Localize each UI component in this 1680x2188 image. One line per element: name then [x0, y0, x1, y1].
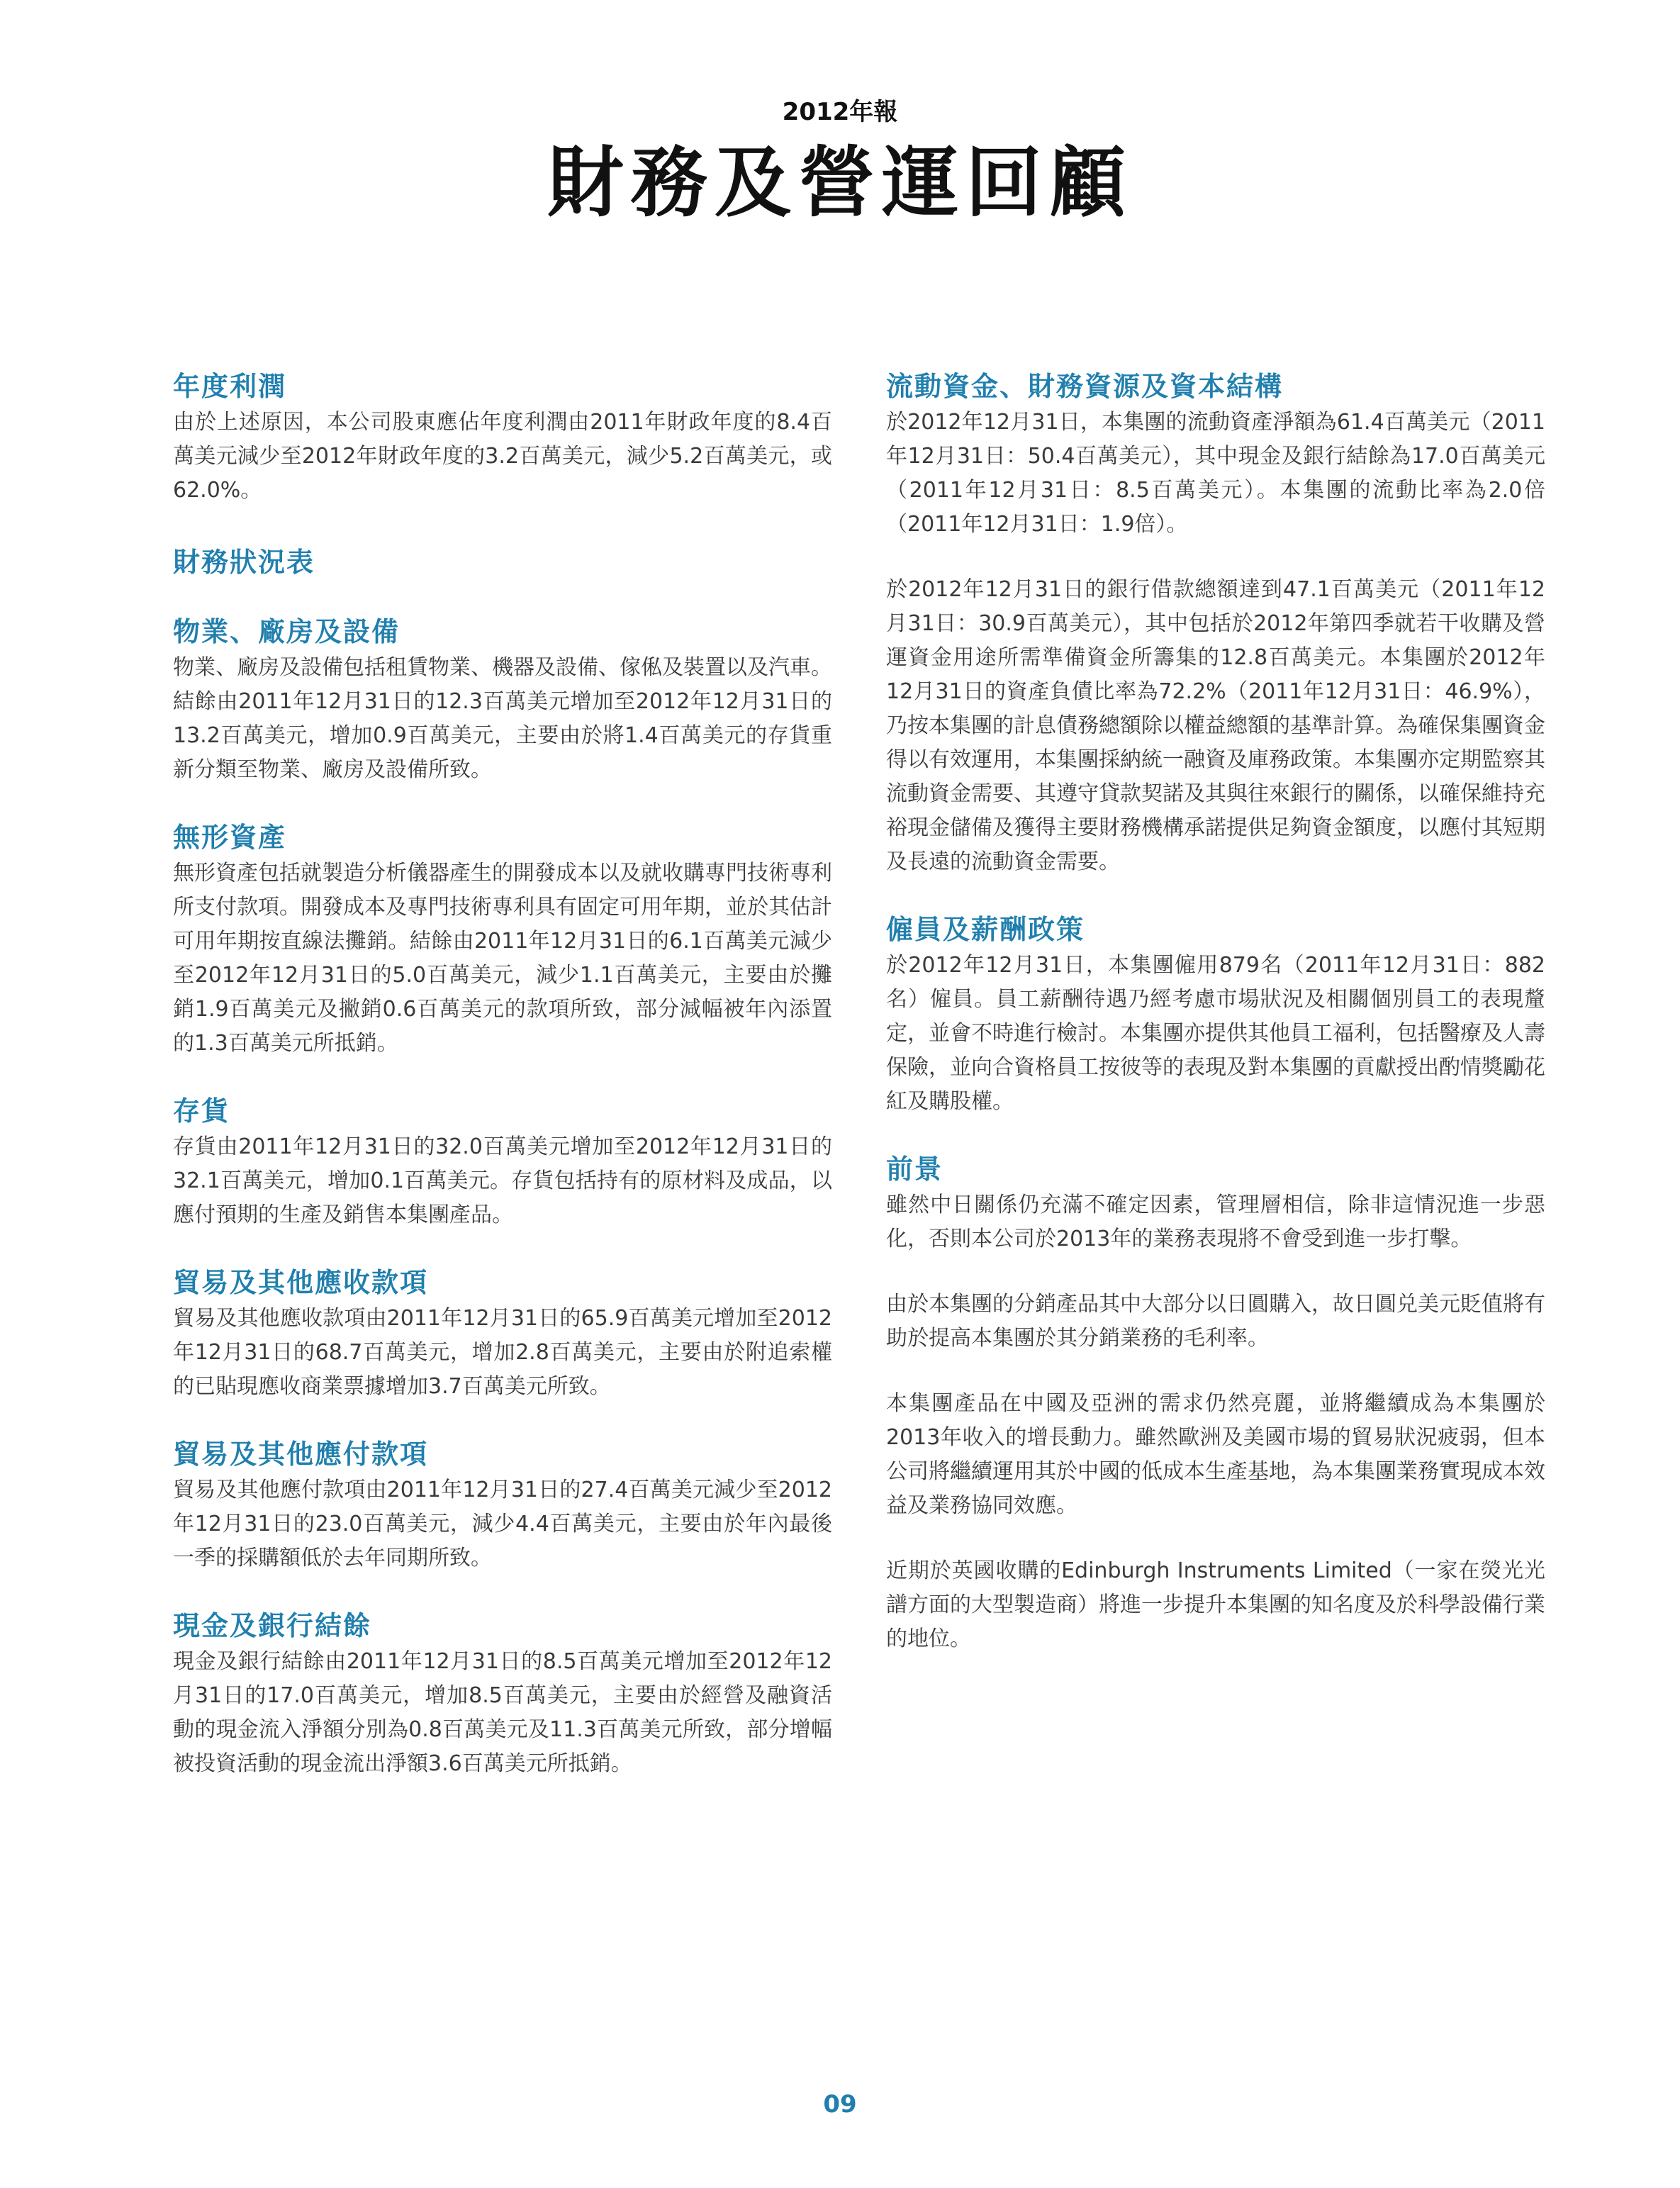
heading-annual-profit: 年度利潤 — [173, 371, 287, 402]
para-cash: 現金及銀行結餘由2011年12月31日的8.5百萬美元增加至2012年12月31日的17.0百萬美元，增加8.5百萬美元，主要由於經營及融資活動的現金流入淨額分別為0.8百萬美元及11.3百萬美元所致，部分增幅被投資活動的現金流出淨額3.6百萬美元所抵銷。 — [173, 1649, 832, 1776]
section-ppe — [173, 613, 832, 787]
left-column — [173, 367, 832, 1781]
section-prospects — [886, 1150, 1545, 1656]
para-prospects-2: 由於本集團的分銷產品其中大部分以日圓購入，故日圓兑美元貶值將有助於提高本集團於其分銷業務的毛利率。 — [886, 1292, 1545, 1351]
para-annual-profit: 由於上述原因，本公司股東應佔年度利潤由2011年財政年度的8.4百萬美元減少至2012年財政年度的3.2百萬美元，減少5.2百萬美元，或62.0%。 — [173, 410, 832, 503]
para-prospects-3: 本集團產品在中國及亞洲的需求仍然亮麗，並將繼續成為本集團於2013年收入的增長動力。雖然歐洲及美國市場的貿易狀況疲弱，但本公司將繼續運用其於中國的低成本生產基地，為本集團業務實現成本效益及業務協同效應。 — [886, 1391, 1545, 1518]
report-label: 2012年報 — [782, 98, 898, 126]
heading-ppe: 物業、廠房及設備 — [173, 616, 401, 647]
section-intangible — [173, 818, 832, 1061]
para-ppe: 物業、廠房及設備包括租賃物業、機器及設備、傢俬及裝置以及汽車。結餘由2011年12月31日的12.3百萬美元增加至2012年12月31日的13.2百萬美元，增加0.9百萬美元，主要由於將1.4百萬美元的存貨重新分類至物業、廠房及設備所致。 — [173, 655, 832, 782]
page-number: 09 — [823, 2090, 857, 2119]
section-receivables — [173, 1263, 832, 1404]
para-inventory: 存貨由2011年12月31日的32.0百萬美元增加至2012年12月31日的32.1百萬美元，增加0.1百萬美元。存貨包括持有的原材料及成品，以應付預期的生產及銷售本集團產品。 — [173, 1134, 832, 1227]
section-liquidity — [886, 367, 1545, 879]
para-receivables: 貿易及其他應收款項由2011年12月31日的65.9百萬美元增加至2012年12月31日的68.7百萬美元，增加2.8百萬美元，主要由於附追索權的已貼現應收商業票據增加3.7百萬美元所致。 — [173, 1306, 832, 1399]
section-financial-position — [173, 543, 832, 581]
para-prospects-4: 近期於英國收購的Edinburgh Instruments Limited（一家在熒光光譜方面的大型製造商）將進一步提升本集團的知名度及於科學設備行業的地位。 — [886, 1558, 1545, 1651]
heading-employees: 僱員及薪酬政策 — [886, 914, 1085, 945]
heading-financial-position: 財務狀況表 — [173, 547, 315, 578]
heading-receivables: 貿易及其他應收款項 — [173, 1267, 429, 1298]
section-inventory — [173, 1092, 832, 1232]
heading-payables: 貿易及其他應付款項 — [173, 1439, 429, 1470]
right-column — [886, 367, 1545, 1656]
heading-prospects: 前景 — [886, 1154, 943, 1185]
page-title: 財務及營運回顧 — [547, 139, 1133, 228]
heading-cash: 現金及銀行結餘 — [173, 1610, 372, 1641]
section-payables — [173, 1435, 832, 1575]
heading-liquidity: 流動資金、財務資源及資本結構 — [886, 371, 1284, 402]
para-liquidity-2: 於2012年12月31日的銀行借款總額達到47.1百萬美元（2011年12月31日：30.9百萬美元），其中包括於2012年第四季就若干收購及營運資金用途所需準備資金所籌集的12.8百萬美元。本集團於2012年12月31日的資產負債比率為72.2%（2011年12月31日：46.9%），乃按本集團的計息債務總額除以權益總額的基準計算。為確保集團資金得以有效運用，本集團採納統一融資及庫務政策。本集團亦定期監察其流動資金需要、其遵守貸款契諾及其與往來銀行的關係，以確保維持充裕現金儲備及獲得主要財務機構承諾提供足夠資金額度，以應付其短期及長遠的流動資金需要。 — [886, 577, 1545, 874]
section-annual-profit — [173, 367, 832, 508]
section-employees — [886, 910, 1545, 1119]
heading-intangible: 無形資產 — [173, 822, 287, 853]
para-employees: 於2012年12月31日，本集團僱用879名（2011年12月31日：882名）僱員。員工薪酬待遇乃經考慮市場狀況及相關個別員工的表現釐定，並會不時進行檢討。本集團亦提供其他員工福利，包括醫療及人壽保險，並向合資格員工按彼等的表現及對本集團的貢獻授出酌情獎勵花紅及購股權。 — [886, 953, 1545, 1114]
para-liquidity-1: 於2012年12月31日，本集團的流動資產淨額為61.4百萬美元（2011年12月31日：50.4百萬美元），其中現金及銀行結餘為17.0百萬美元（2011年12月31日：8.5百萬美元）。本集團的流動比率為2.0倍（2011年12月31日：1.9倍）。 — [886, 410, 1545, 537]
para-intangible: 無形資產包括就製造分析儀器產生的開發成本以及就收購專門技術專利所支付款項。開發成本及專門技術專利具有固定可用年期，並於其估計可用年期按直線法攤銷。結餘由2011年12月31日的6.1百萬美元減少至2012年12月31日的5.0百萬美元，減少1.1百萬美元，主要由於攤銷1.9百萬美元及撇銷0.6百萬美元的款項所致，部分減幅被年內添置的1.3百萬美元所抵銷。 — [173, 861, 832, 1056]
para-prospects-1: 雖然中日關係仍充滿不確定因素，管理層相信，除非這情況進一步惡化，否則本公司於2013年的業務表現將不會受到進一步打擊。 — [886, 1193, 1545, 1251]
section-cash — [173, 1607, 832, 1781]
para-payables: 貿易及其他應付款項由2011年12月31日的27.4百萬美元減少至2012年12月31日的23.0百萬美元，減少4.4百萬美元，主要由於年內最後一季的採購額低於去年同期所致。 — [173, 1478, 832, 1570]
heading-inventory: 存貨 — [173, 1095, 230, 1127]
